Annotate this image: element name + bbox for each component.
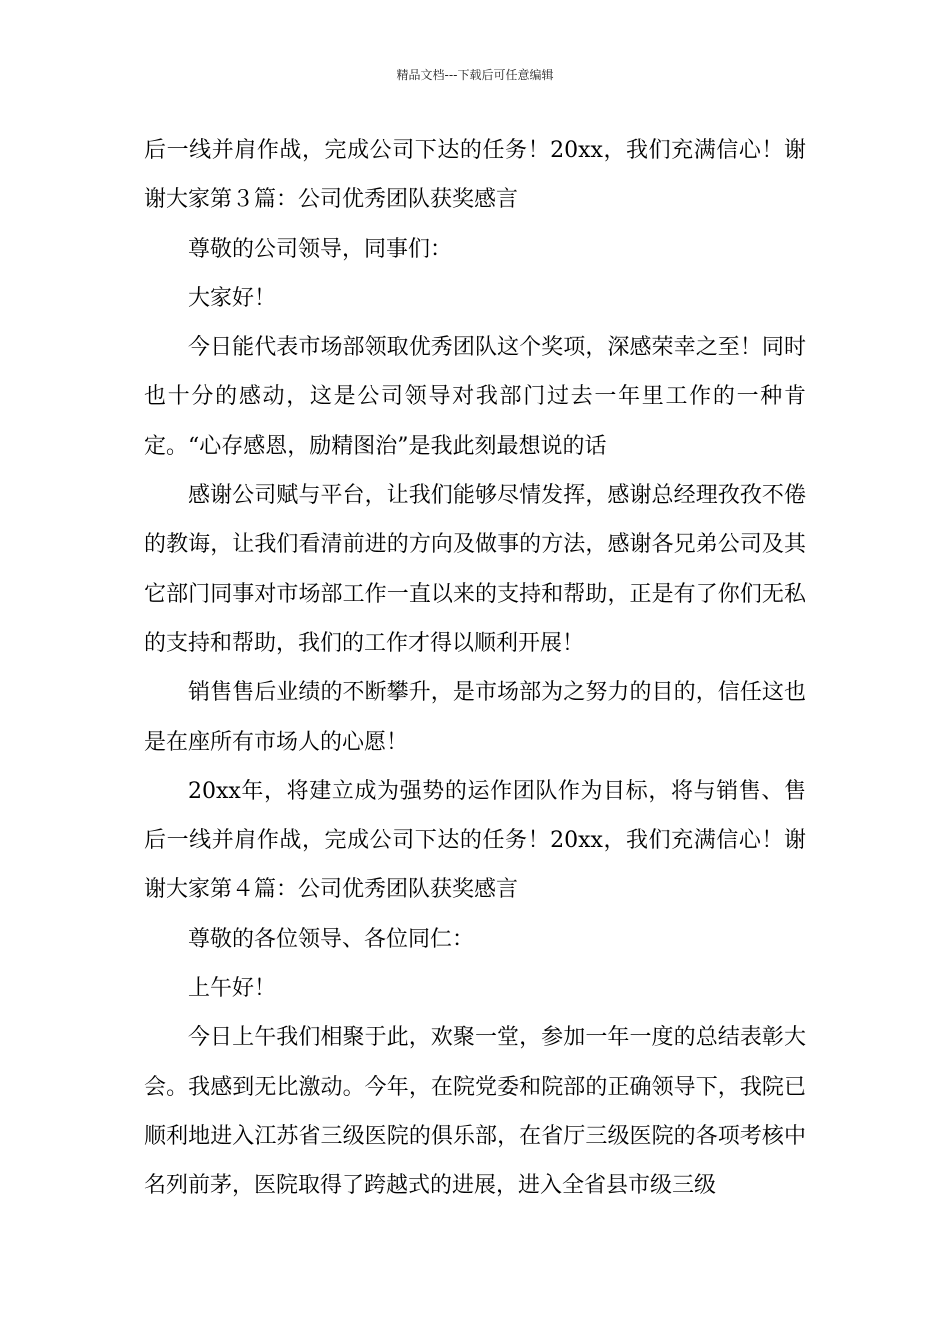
paragraph-8: 尊敬的各位领导、各位同仁： bbox=[188, 926, 475, 952]
paragraph-3: 大家好！ bbox=[188, 285, 277, 311]
page-header: 精品文档---下载后可任意编辑 bbox=[396, 68, 554, 82]
paragraph-10: 今日上午我们相聚于此，欢聚一堂，参加一年一度的总结表彰大会。我感到无比激动。今年，在院党委和院部的正确领导下，我院已顺利地进入江苏省三级医院的俱乐部，在省厅三级医院的各项考核中名列前茅，医院取得了跨越式的进展，进入全省县市级三级 bbox=[144, 1025, 806, 1199]
paragraph-2: 尊敬的公司领导，同事们： bbox=[188, 236, 453, 262]
paragraph-6: 销售售后业绩的不断攀升，是市场部为之努力的目的，信任这也是在座所有市场人的心愿！ bbox=[144, 680, 806, 755]
paragraph-9: 上午好！ bbox=[188, 976, 277, 1002]
paragraph-1: 后一线并肩作战，完成公司下达的任务！20xx，我们充满信心！谢谢大家第３篇：公司优秀团队获奖感言 bbox=[144, 138, 806, 213]
paragraph-5: 感谢公司赋与平台，让我们能够尽情发挥，感谢总经理孜孜不倦的教诲，让我们看清前进的方向及做事的方法，感谢各兄弟公司及其它部门同事对市场部工作一直以来的支持和帮助，正是有了你们无私的支持和帮助，我们的工作才得以顺利开展！ bbox=[144, 483, 806, 656]
paragraph-4: 今日能代表市场部领取优秀团队这个奖项，深感荣幸之至！同时也十分的感动，这是公司领导对我部门过去一年里工作的一种肯定。“心存感恩，励精图治”是我此刻最想说的话 bbox=[144, 335, 806, 459]
document-body bbox=[144, 126, 806, 1211]
paragraph-7: 20xx年，将建立成为强势的运作团队作为目标，将与销售、售后一线并肩作战，完成公司下达的任务！20xx，我们充满信心！谢谢大家第４篇：公司优秀团队获奖感言 bbox=[144, 778, 806, 903]
